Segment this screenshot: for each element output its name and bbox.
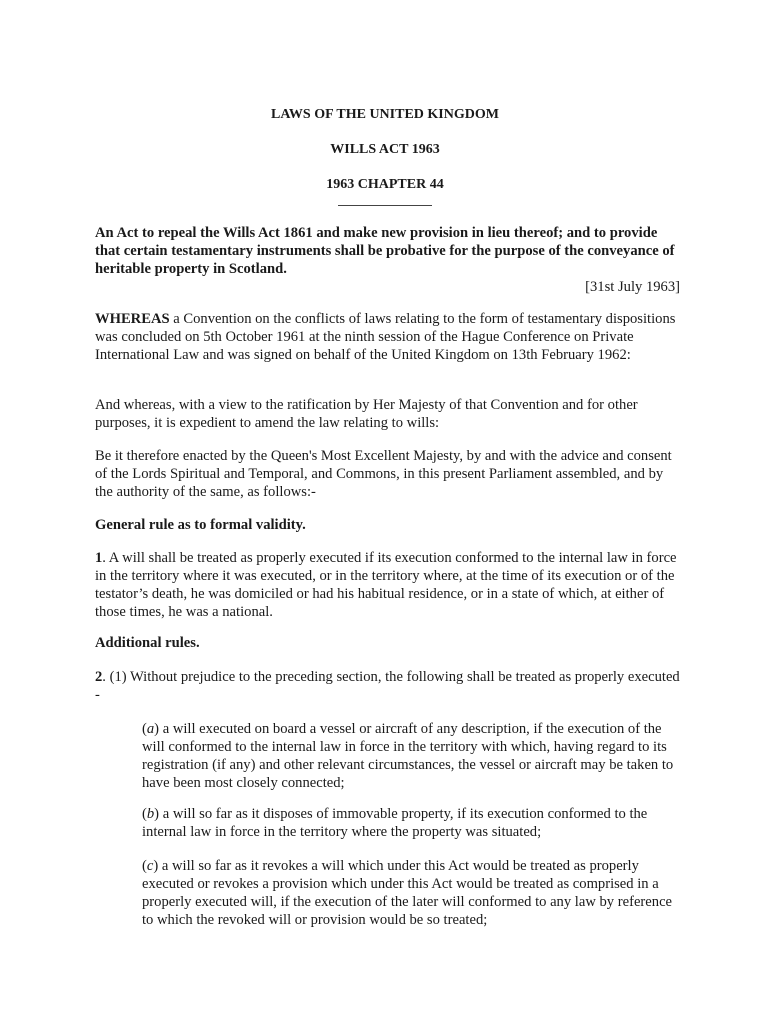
item-c-label: c [146,858,154,874]
act-title: WILLS ACT 1963 [330,142,440,157]
section2-item-c: (c) a will so far as it revokes a will which under this Act would be treated as properly executed or revokes a provision which under this Act would be treated as comprised in a properly executed will, if the execution of the later will conformed to any law by reference to which the revoked will or provision would be so treated; [142,858,673,928]
title-divider [338,205,432,206]
section1-heading: General rule as to formal validity. [95,517,306,533]
section1-paragraph [95,549,680,621]
long-title [95,224,680,296]
item-b-text: a will so far as it disposes of immovable property, if its execution conformed to the internal law in force in the territory where the property was situated; [142,806,648,840]
item-a-label: a [146,721,155,737]
section2-item-b: (b) a will so far as it disposes of immovable property, if its execution conformed to the internal law in force in the territory where the property was situated; [142,806,648,840]
section2-number: 2 [95,669,103,685]
and-whereas-text: And whereas, with a view to the ratification by Her Majesty of that Convention and for other purposes, it is expedient to amend the law relating to wills: [95,397,638,431]
document-title: LAWS OF THE UNITED KINGDOM [271,107,499,122]
whereas-word: WHEREAS [95,311,170,327]
section2-heading: Additional rules. [95,635,200,651]
section1-number: 1 [95,550,103,566]
and-whereas-paragraph [95,396,680,432]
whereas-text: a Convention on the conflicts of laws relating to the form of testamentary dispositions was concluded on 5th October 1961 at the ninth session of the Hague Conference on Private International Law and was signed on behalf of the United Kingdom on 13th February 1962: [95,311,676,363]
whereas-paragraph [95,310,680,364]
section2-text: . (1) Without prejudice to the preceding section, the following shall be treated as properly executed - [95,669,680,703]
chapter-title: 1963 CHAPTER 44 [326,177,444,192]
section2-item-a: (a) a will executed on board a vessel or aircraft of any description, if the execution of the will conformed to the internal law in force in the territory with which, having regard to its registration (if any) and other relevant circumstances, the vessel or aircraft may be taken to have been most closely connected; [142,721,674,791]
section1-text: . A will shall be treated as properly executed if its execution conformed to the internal law in force in the territory where it was executed, or in the territory where, at the time of its execution or of the testator’s death, he was domiciled or had his habitual residence, or in a state of which, at either of those times, he was a national. [95,550,677,620]
item-b-label: b [146,806,155,822]
section2-paragraph [95,668,680,704]
enacting-paragraph [95,447,680,501]
item-a-text: a will executed on board a vessel or aircraft of any description, if the execution of the will conformed to the internal law in force in the territory with which, having regard to its registration (if any) and other relevant circumstances, the vessel or aircraft may be taken to have been most closely connected; [142,721,674,791]
enacting-text: Be it therefore enacted by the Queen's Most Excellent Majesty, by and with the advice and consent of the Lords Spiritual and Temporal, and Commons, in this present Parliament assembled, and by the authority of the same, as follows:- [95,448,672,500]
item-c-text: a will so far as it revokes a will which under this Act would be treated as properly executed or revokes a provision which under this Act would be treated as comprised in a properly executed will, if the execution of the later will conformed to any law by reference to which the revoked will or provision would be so treated; [142,858,673,928]
assent-date: [31st July 1963] [585,279,680,295]
long-title-text: An Act to repeal the Wills Act 1861 and make new provision in lieu thereof; and to provide that certain testamentary instruments shall be probative for the purpose of the conveyance of heritable property in Scotland. [95,225,675,277]
